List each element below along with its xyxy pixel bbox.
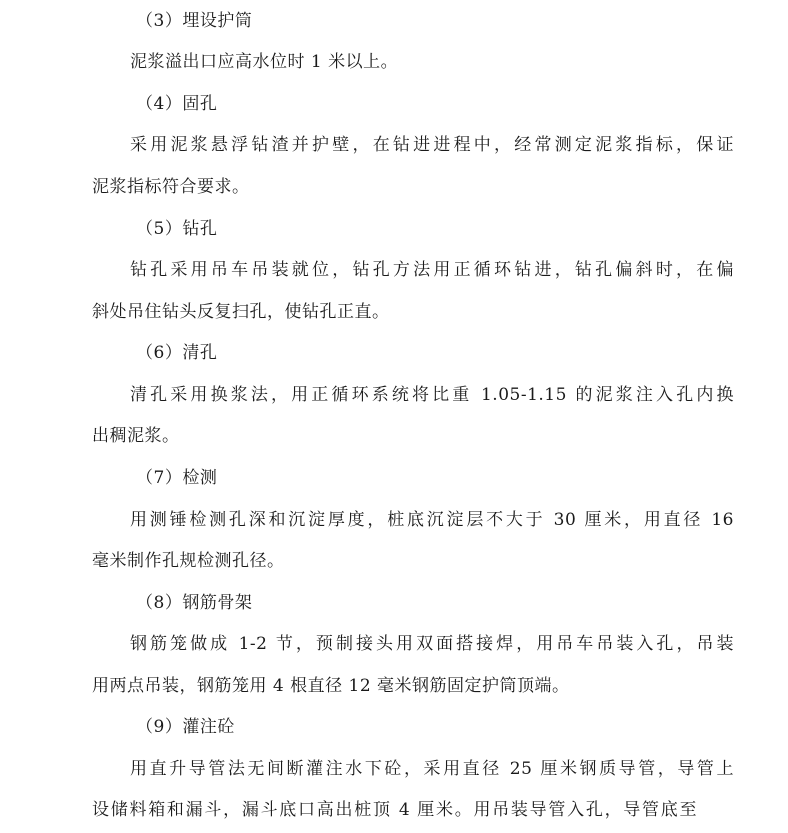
- paragraph-line: 出稠泥浆。: [92, 426, 180, 446]
- section-heading-6: （6）清孔: [136, 343, 218, 363]
- section-heading-7: （7）检测: [136, 468, 218, 488]
- section-heading-8: （8）钢筋骨架: [136, 593, 253, 613]
- paragraph-line: 采用泥浆悬浮钻渣并护壁，在钻进进程中，经常测定泥浆指标，保证: [130, 135, 734, 155]
- section-heading-9: （9）灌注砼: [136, 717, 235, 737]
- paragraph-line: 清孔采用换浆法，用正循环系统将比重 1.05-1.15 的泥浆注入孔内换: [130, 385, 734, 405]
- paragraph-line: 泥浆溢出口应高水位时 1 米以上。: [130, 52, 399, 72]
- paragraph-line: 钻孔采用吊车吊装就位，钻孔方法用正循环钻进，钻孔偏斜时，在偏: [130, 260, 734, 280]
- paragraph-line: 用测锤检测孔深和沉淀厚度，桩底沉淀层不大于 30 厘米，用直径 16: [130, 510, 734, 530]
- paragraph-line: 用两点吊装，钢筋笼用 4 根直径 12 毫米钢筋固定护筒顶端。: [92, 676, 570, 696]
- paragraph-line: 泥浆指标符合要求。: [92, 177, 250, 197]
- section-heading-3: （3）埋设护筒: [136, 11, 253, 31]
- paragraph-line: 钢筋笼做成 1-2 节，预制接头用双面搭接焊，用吊车吊装入孔，吊装: [130, 634, 734, 654]
- paragraph-line: 斜处吊住钻头反复扫孔，使钻孔正直。: [92, 302, 390, 322]
- section-heading-5: （5）钻孔: [136, 219, 218, 239]
- paragraph-line: 用直升导管法无间断灌注水下砼，采用直径 25 厘米钢质导管，导管上: [130, 759, 734, 779]
- paragraph-line: 毫米制作孔规检测孔径。: [92, 551, 285, 571]
- section-heading-4: （4）固孔: [136, 94, 218, 114]
- paragraph-line: 设储料箱和漏斗，漏斗底口高出桩顶 4 厘米。用吊装导管入孔，导管底至: [92, 800, 697, 820]
